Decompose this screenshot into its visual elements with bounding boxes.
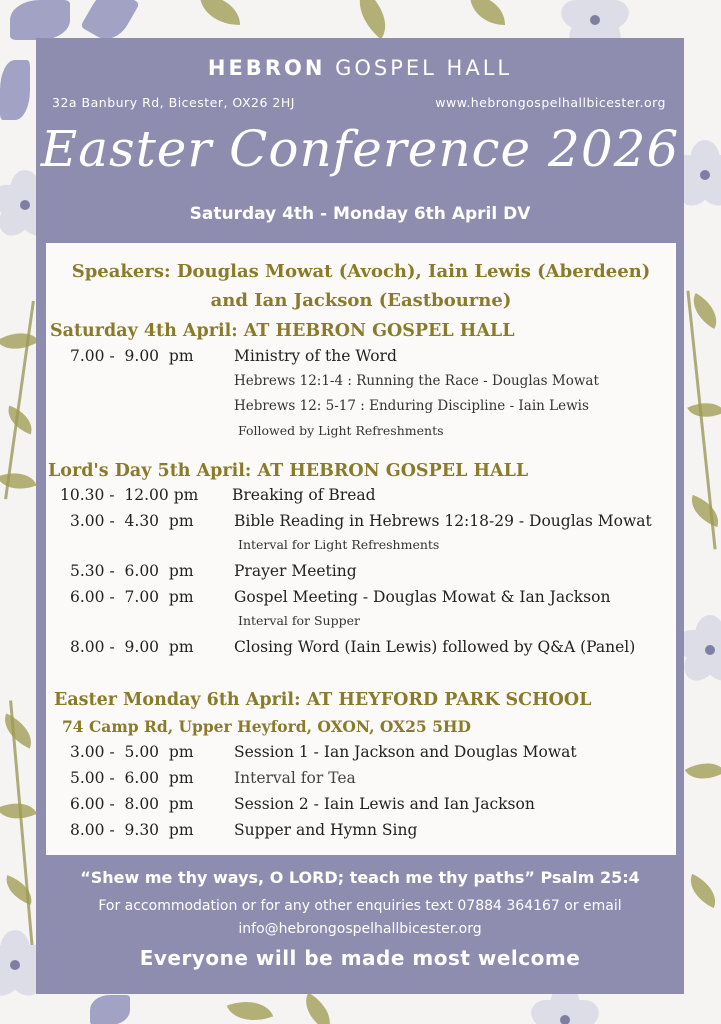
schedule-time: 10.30 - 12.00 pm <box>60 486 199 504</box>
schedule-description: Breaking of Bread <box>232 486 376 504</box>
leaf-shape <box>470 0 505 25</box>
leaf-shape <box>296 993 339 1024</box>
leaf-shape <box>200 0 240 25</box>
poster-card <box>36 38 684 994</box>
schedule-description: Prayer Meeting <box>234 562 357 580</box>
programme-panel <box>46 243 676 855</box>
venue-name-light: GOSPEL HALL <box>335 56 513 80</box>
schedule-description: Gospel Meeting - Douglas Mowat & Ian Jackson <box>234 588 611 606</box>
sermon-item: Hebrews 12:1-4 : Running the Race - Douglas Mowat <box>234 373 599 389</box>
schedule-description: Supper and Hymn Sing <box>234 821 418 839</box>
speakers-line-2: and Ian Jackson (Eastbourne) <box>210 290 512 311</box>
leaf-shape <box>346 0 398 39</box>
event-title: Easter Conference 2026 <box>40 120 680 178</box>
venue-name <box>36 56 684 80</box>
lords-day-heading: Lord's Day 5th April: AT HEBRON GOSPEL HALL <box>48 461 529 481</box>
schedule-description: Session 2 - Iain Lewis and Ian Jackson <box>234 795 535 813</box>
venue-name-bold: HEBRON <box>207 56 326 80</box>
schedule-description: Interval for Tea <box>234 769 356 787</box>
schedule-row <box>46 588 676 610</box>
schedule-row <box>46 743 676 765</box>
venue-website: www.hebrongospelhallbicester.org <box>435 95 666 110</box>
sermon-item: Hebrews 12: 5-17 : Enduring Discipline - Iain Lewis <box>234 398 589 414</box>
monday-address: 74 Camp Rd, Upper Heyford, OXON, OX25 5HD <box>62 717 471 736</box>
leaf-shape <box>0 713 39 748</box>
contact-email: info@hebrongospelhallbicester.org <box>238 921 482 937</box>
schedule-time: 3.00 - 4.30 pm <box>70 512 194 530</box>
schedule-row <box>46 512 676 534</box>
leaf-shape <box>683 874 721 908</box>
leaf-shape <box>0 322 39 359</box>
leaf-shape <box>2 405 37 434</box>
schedule-time: 5.00 - 6.00 pm <box>70 769 194 787</box>
schedule-description: Ministry of the Word <box>234 347 397 365</box>
blue-flower-shape <box>90 995 130 1024</box>
schedule-time: 6.00 - 8.00 pm <box>70 795 194 813</box>
schedule-time: 6.00 - 7.00 pm <box>70 588 194 606</box>
schedule-row <box>46 347 676 369</box>
schedule-description: Bible Reading in Hebrews 12:18-29 - Douglas Mowat <box>234 512 652 530</box>
schedule-time: 3.00 - 5.00 pm <box>70 743 194 761</box>
monday-heading: Easter Monday 6th April: AT HEYFORD PARK SCHOOL <box>54 690 592 710</box>
schedule-row <box>46 795 676 817</box>
schedule-row <box>46 486 676 508</box>
schedule-time: 7.00 - 9.00 pm <box>70 347 194 365</box>
leaf-shape <box>685 753 721 789</box>
saturday-heading: Saturday 4th April: AT HEBRON GOSPEL HALL <box>50 321 515 341</box>
contact-text: For accommodation or for any other enquiries text 07884 364167 or email <box>98 898 622 914</box>
bible-verse: “Shew me thy ways, O LORD; teach me thy paths” Psalm 25:4 <box>80 868 640 887</box>
schedule-description: Session 1 - Ian Jackson and Douglas Mowat <box>234 743 577 761</box>
interval-note: Interval for Supper <box>238 613 360 628</box>
leaf-shape <box>1 875 38 905</box>
interval-note: Interval for Light Refreshments <box>238 537 440 552</box>
leaf-shape <box>685 495 721 527</box>
schedule-row <box>46 769 676 791</box>
refreshments-note: Followed by Light Refreshments <box>238 423 444 438</box>
event-dates: Saturday 4th - Monday 6th April DV <box>189 204 531 224</box>
blue-flower-shape <box>10 0 70 40</box>
schedule-row <box>46 638 676 660</box>
schedule-row <box>46 562 676 584</box>
schedule-description: Closing Word (Iain Lewis) followed by Q&A (Panel) <box>234 638 636 656</box>
venue-address: 32a Banbury Rd, Bicester, OX26 2HJ <box>52 95 295 110</box>
stem <box>4 301 35 499</box>
welcome-message: Everyone will be made most welcome <box>139 946 581 970</box>
schedule-row <box>46 821 676 843</box>
schedule-time: 5.30 - 6.00 pm <box>70 562 194 580</box>
speakers-text <box>46 257 676 315</box>
leaf-shape <box>687 394 721 426</box>
schedule-time: 8.00 - 9.30 pm <box>70 821 194 839</box>
speakers-line-1: Speakers: Douglas Mowat (Avoch), Iain Lewis (Aberdeen) <box>71 261 651 282</box>
leaf-shape <box>227 992 273 1024</box>
blue-flower-shape <box>0 60 30 120</box>
schedule-time: 8.00 - 9.00 pm <box>70 638 194 656</box>
